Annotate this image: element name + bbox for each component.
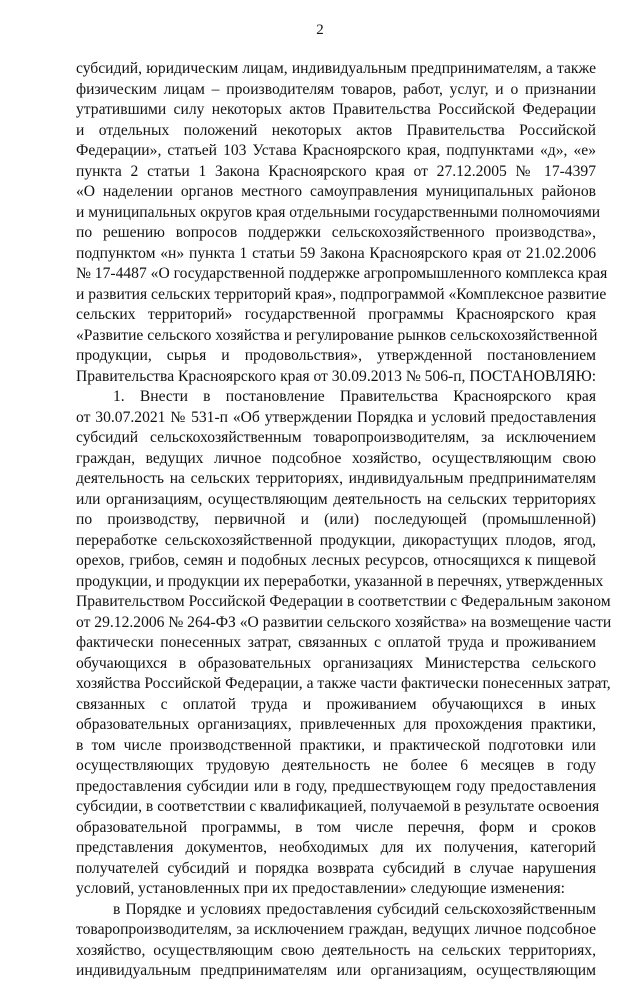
text-line: предоставления субсидии или в году, предшествующем году предоставления [76,777,596,795]
text-line: по решению вопросов поддержки сельскохозяйственного производства», [76,224,596,241]
text-line: № 17-4487 «О государственной поддержке агропромышленного комплекса края [76,265,608,282]
text-line: и муниципальных округов края отдельными государственными полномочиями [76,203,601,221]
text-line: Правительства Красноярского края от 30.09.2013 № 506-п, ПОСТАНОВЛЯЮ: [76,367,597,385]
text-line: хозяйство, осуществляющим свою деятельность на сельских территориях, [76,941,596,959]
text-line: продукции, и продукции их переработки, указанной в перечнях, утвержденных [76,572,604,590]
text-line: деятельность на сельских территориях, индивидуальным предпринимателям [76,470,596,487]
text-line: образовательных организациях, привлеченных для прохождения практики, [76,716,596,733]
text-line: «Развитие сельского хозяйства и регулирование рынков сельскохозяйственной [76,326,598,344]
text-line: обучающихся в образовательных организациях Министерства сельского [76,654,596,672]
text-line: Федерации», статьей 103 Устава Красноярского края, подпунктами «д», «е» [76,142,596,159]
text-line: субсидий, юридическим лицам, индивидуальным предпринимателям, а также [76,60,596,77]
text-line: представления документов, необходимых для их получения, категорий [76,839,596,856]
text-line: индивидуальным предпринимателям или организациям, осуществляющим [76,962,596,979]
text-line: условий, установленных при их предоставлении» следующие изменения: [76,880,566,897]
paragraph-first-line: в Порядке и условиях предоставления субсидий сельскохозяйственным [113,900,596,918]
text-line: «О наделении органов местного самоуправления муниципальных районов [76,183,596,200]
page-number: 2 [316,22,324,38]
text-line: орехов, грибов, семян и подобных лесных ресурсов, относящихся к пищевой [76,552,596,569]
text-line: граждан, ведущих личное подсобное хозяйство, осуществляющим свою [76,449,596,467]
text-line: получателей субсидий и порядка возврата субсидий в случае нарушения [76,859,596,877]
text-line: и отдельных положений некоторых актов Правительства Российской [76,121,596,139]
text-line: и развития сельских территорий края», подпрограммой «Комплексное развитие [76,285,607,303]
text-line: продукции, сырья и продовольствия», утвержденной постановлением [76,347,596,364]
text-line: по производству, первичной и (или) последующей (промышленной) [76,511,596,528]
text-line: хозяйства Российской Федерации, а также части фактически понесенных затрат, [76,675,611,692]
text-line: физическим лицам – производителям товаров, работ, услуг, и о признании [76,80,596,98]
text-line: Правительством Российской Федерации в соответствии с Федеральным законом [76,593,611,610]
text-line: фактически понесенных затрат, связанных с оплатой труда и проживанием [76,634,596,651]
text-line: связанных с оплатой труда и проживанием обучающихся в иных [76,695,596,713]
text-line: утратившими силу некоторых актов Правительства Российской Федерации [76,101,596,118]
text-line: переработке сельскохозяйственной продукции, дикорастущих плодов, ягод, [76,531,596,549]
text-line: осуществляющих трудовую деятельность не более 6 месяцев в году [76,757,596,774]
text-line: от 29.12.2006 № 264-ФЗ «О развитии сельского хозяйства» на возмещение части [76,613,612,631]
text-line: товаропроизводителям, за исключением граждан, ведущих личное подсобное [76,921,596,938]
paragraph-first-line: 1. Внести в постановление Правительства Красноярского края [113,388,596,405]
document-body [76,59,612,982]
text-line: пункта 2 статьи 1 Закона Красноярского края от 27.12.2005 № 17-4397 [76,162,596,180]
text-line: в том числе производственной практики, и практической подготовки или [76,736,596,754]
text-line: субсидий сельскохозяйственным товаропроизводителям, за исключением [76,429,596,446]
text-line: от 30.07.2021 № 531-п «Об утверждении Порядка и условий предоставления [76,408,596,426]
text-line: субсидии, в соответствии с квалификацией, получаемой в результате освоения [76,798,600,815]
text-line: подпунктом «н» пункта 1 статьи 59 Закона Красноярского края от 21.02.2006 [76,244,596,262]
text-line: сельских территорий» государственной программы Красноярского края [76,306,596,323]
text-line: или организациям, осуществляющим деятельность на сельских территориях [76,490,596,508]
text-line: образовательной программы, в том числе перечня, форм и сроков [76,818,596,836]
